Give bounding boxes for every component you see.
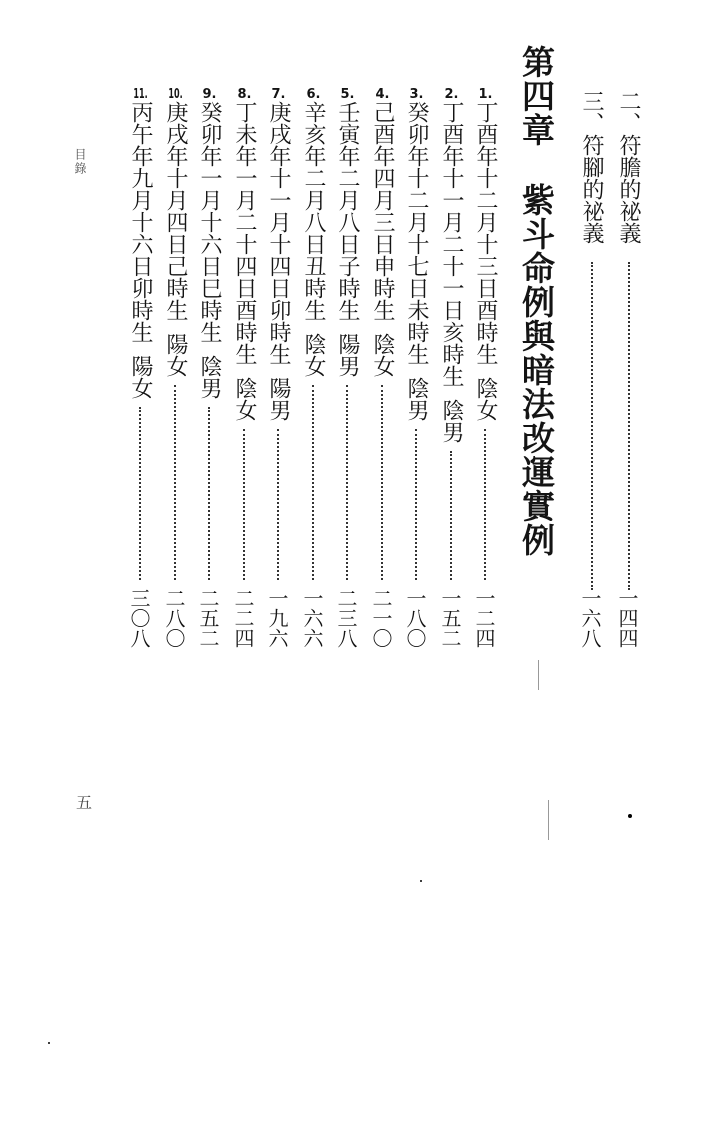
scan-mark bbox=[538, 660, 539, 690]
case-gender: 陰女 bbox=[473, 377, 498, 421]
case-birth-date: 辛亥年二月八日丑時生 bbox=[301, 101, 326, 321]
scan-speck bbox=[628, 814, 632, 818]
case-page-number: 一八〇 bbox=[403, 588, 427, 648]
case-leader bbox=[415, 429, 419, 580]
case-page-number: 二一〇 bbox=[369, 588, 393, 648]
case-birth-date: 丁未年一月二十四日酉時生 bbox=[232, 101, 257, 365]
case-gender: 陰女 bbox=[232, 377, 257, 421]
case-leader bbox=[450, 451, 454, 580]
case-gender: 陽女 bbox=[163, 333, 188, 377]
section-page-number: 一六八 bbox=[578, 588, 602, 648]
case-entry[interactable] bbox=[164, 88, 186, 377]
scan-mark bbox=[548, 800, 549, 840]
case-page-number: 一九六 bbox=[265, 588, 289, 648]
case-leader bbox=[484, 429, 488, 580]
section-item-3[interactable] bbox=[580, 90, 602, 244]
case-page-number: 二五二 bbox=[196, 588, 220, 648]
case-entry[interactable] bbox=[371, 88, 393, 377]
case-leader bbox=[277, 429, 281, 580]
case-gender: 陽男 bbox=[266, 377, 291, 421]
case-gender: 陰女 bbox=[301, 333, 326, 377]
case-leader bbox=[174, 385, 178, 580]
case-leader bbox=[208, 407, 212, 580]
page-folio: 五 bbox=[76, 793, 93, 812]
case-birth-date: 癸卯年十二月十七日未時生 bbox=[404, 101, 429, 365]
section-leader bbox=[628, 262, 632, 590]
running-head: 目錄 bbox=[73, 148, 87, 176]
case-birth-date: 丁酉年十一月二十一日亥時生 bbox=[439, 101, 464, 387]
case-number: 11. bbox=[133, 88, 148, 101]
case-leader bbox=[139, 407, 143, 580]
case-number: 5. bbox=[340, 88, 355, 101]
case-birth-date: 己酉年四月三日申時生 bbox=[370, 101, 395, 321]
case-gender: 陽女 bbox=[128, 355, 153, 399]
case-number: 7. bbox=[271, 88, 286, 101]
scan-speck bbox=[420, 880, 422, 882]
case-entry[interactable] bbox=[302, 88, 324, 377]
case-birth-date: 丁酉年十二月十三日酉時生 bbox=[473, 101, 498, 365]
case-leader bbox=[243, 429, 247, 580]
chapter-title: 紫斗命例與暗法改運實例 bbox=[517, 183, 556, 557]
case-page-number: 一六六 bbox=[300, 588, 324, 648]
case-number: 4. bbox=[375, 88, 390, 101]
case-page-number: 三〇八 bbox=[127, 588, 151, 648]
section-page-number: 一四四 bbox=[615, 588, 639, 648]
case-entry[interactable] bbox=[267, 88, 289, 421]
case-entry[interactable] bbox=[129, 88, 151, 399]
section-item-2[interactable] bbox=[617, 90, 639, 244]
case-leader bbox=[312, 385, 316, 580]
section-leader bbox=[591, 262, 595, 590]
section-label: 三、符腳的祕義 bbox=[579, 90, 604, 244]
case-page-number: 一五二 bbox=[438, 588, 462, 648]
case-birth-date: 壬寅年二月八日子時生 bbox=[335, 101, 360, 321]
case-birth-date: 丙午年九月十六日卯時生 bbox=[128, 101, 153, 343]
section-label: 二、符膽的祕義 bbox=[616, 90, 641, 244]
case-entry[interactable] bbox=[440, 88, 462, 443]
case-number: 3. bbox=[409, 88, 424, 101]
chapter-heading[interactable] bbox=[517, 45, 556, 557]
case-number: 2. bbox=[444, 88, 459, 101]
case-number: 9. bbox=[202, 88, 217, 101]
case-page-number: 二二四 bbox=[231, 588, 255, 648]
case-entry[interactable] bbox=[336, 88, 358, 377]
case-leader bbox=[381, 385, 385, 580]
case-gender: 陰男 bbox=[439, 399, 464, 443]
case-birth-date: 庚戌年十一月十四日卯時生 bbox=[266, 101, 291, 365]
case-entry[interactable] bbox=[474, 88, 496, 421]
case-number: 8. bbox=[237, 88, 252, 101]
case-gender: 陰女 bbox=[370, 333, 395, 377]
case-page-number: 二八〇 bbox=[162, 588, 186, 648]
case-number: 1. bbox=[478, 88, 493, 101]
case-number: 6. bbox=[306, 88, 321, 101]
case-page-number: 二三八 bbox=[334, 588, 358, 648]
case-birth-date: 庚戌年十月四日己時生 bbox=[163, 101, 188, 321]
case-entry[interactable] bbox=[198, 88, 220, 399]
case-birth-date: 癸卯年一月十六日巳時生 bbox=[197, 101, 222, 343]
case-entry[interactable] bbox=[405, 88, 427, 421]
case-gender: 陽男 bbox=[335, 333, 360, 377]
case-page-number: 一二四 bbox=[472, 588, 496, 648]
chapter-number: 第四章 bbox=[517, 45, 556, 147]
scan-speck bbox=[48, 1042, 50, 1044]
case-leader bbox=[346, 385, 350, 580]
case-gender: 陰男 bbox=[197, 355, 222, 399]
case-number: 10. bbox=[168, 88, 183, 101]
case-entry[interactable] bbox=[233, 88, 255, 421]
case-gender: 陰男 bbox=[404, 377, 429, 421]
